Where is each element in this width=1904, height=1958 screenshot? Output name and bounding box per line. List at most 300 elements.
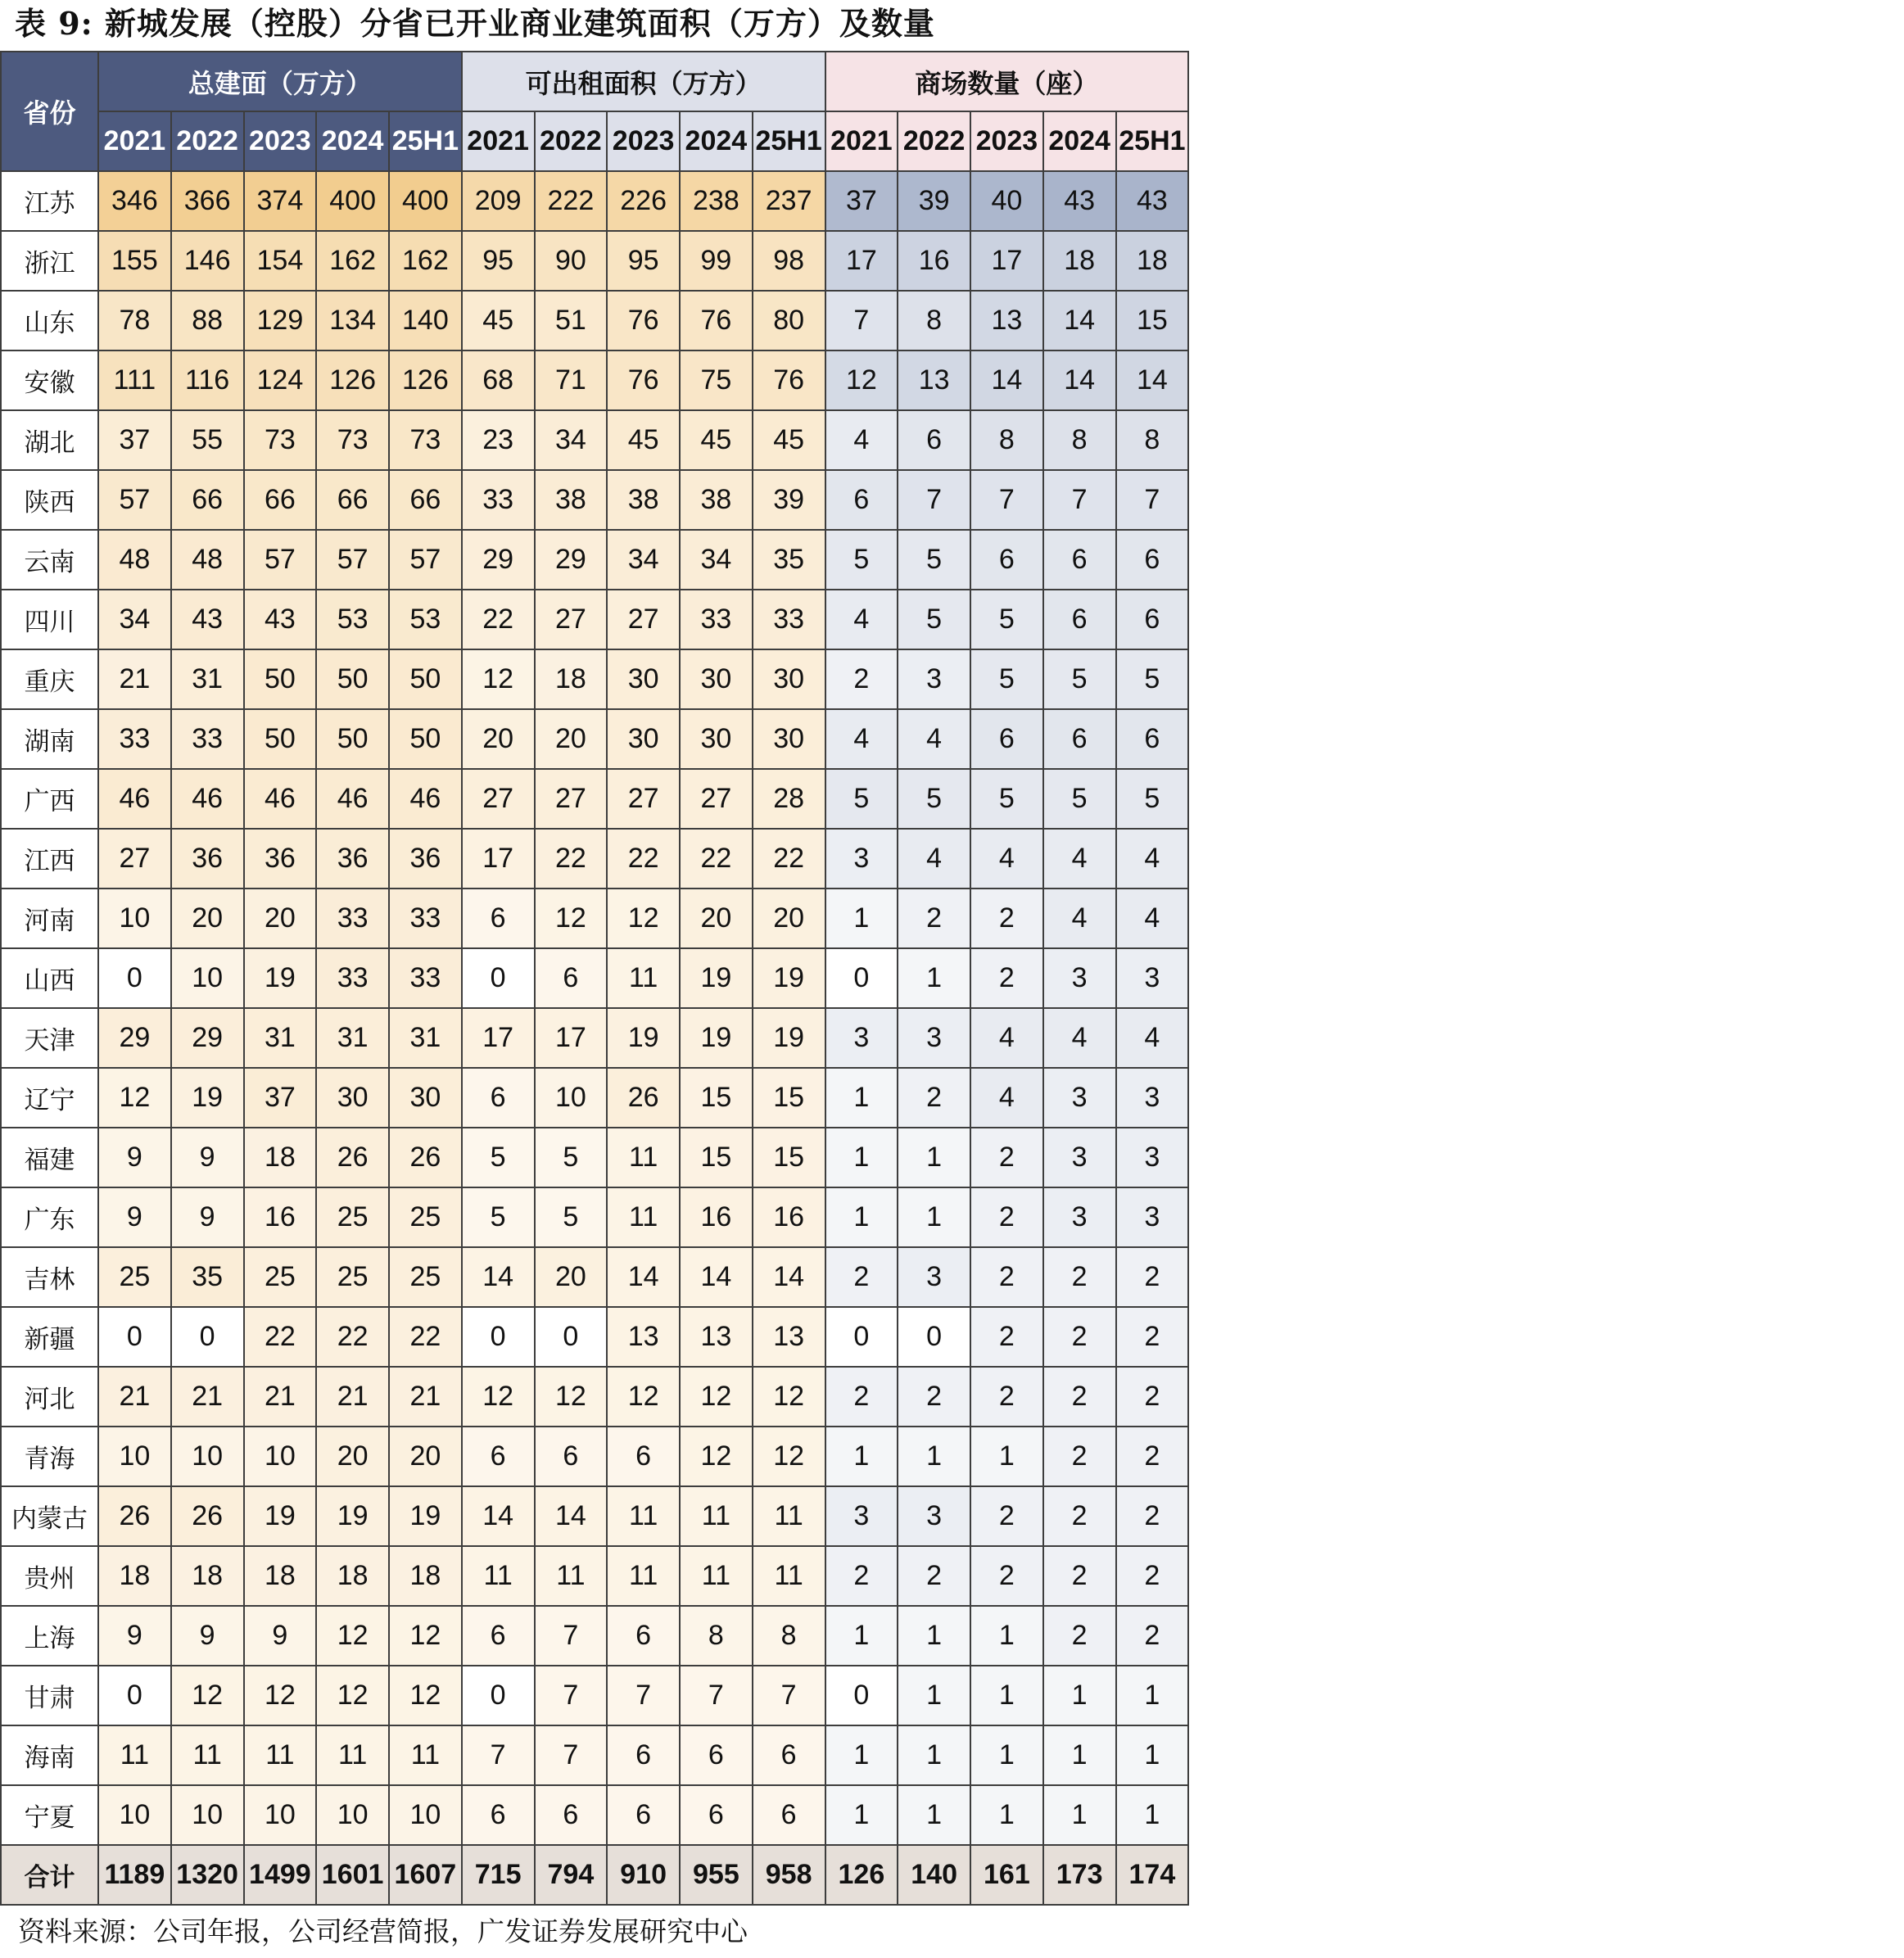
- value-cell-mall-count: 4: [825, 709, 898, 769]
- value-cell-mall-count: 1: [1043, 1725, 1116, 1785]
- value-cell-leasable-area: 7: [680, 1666, 753, 1725]
- value-cell-total-area: 31: [244, 1008, 317, 1068]
- value-cell-total-area: 25: [389, 1247, 462, 1307]
- value-cell-leasable-area: 11: [607, 1128, 680, 1187]
- value-cell-mall-count: 4: [1116, 829, 1189, 889]
- value-cell-mall-count: 14: [970, 350, 1043, 410]
- value-cell-leasable-area: 19: [753, 948, 825, 1008]
- value-cell-mall-count: 5: [970, 769, 1043, 829]
- value-cell-total-area: 10: [98, 1427, 171, 1486]
- province-cell: 贵州: [1, 1546, 98, 1606]
- value-cell-total-area: 116: [171, 350, 244, 410]
- value-cell-leasable-area: 95: [462, 231, 535, 291]
- value-cell-total-area: 34: [98, 590, 171, 649]
- value-cell-mall-count: 1: [1116, 1666, 1189, 1725]
- table-row: [1, 889, 1188, 948]
- value-cell-leasable-area: 0: [462, 948, 535, 1008]
- value-cell-leasable-area: 6: [462, 1068, 535, 1128]
- province-cell: 河南: [1, 889, 98, 948]
- value-cell-mall-count: 1: [825, 1128, 898, 1187]
- value-cell-leasable-area: 17: [462, 829, 535, 889]
- value-cell-leasable-area: 222: [535, 171, 608, 231]
- table-row: [1, 709, 1188, 769]
- value-cell-leasable-area: 12: [753, 1367, 825, 1427]
- value-cell-mall-count: 1: [1043, 1785, 1116, 1845]
- value-cell-total-area: 31: [389, 1008, 462, 1068]
- value-cell-mall-count: 1: [898, 1606, 970, 1666]
- value-cell-leasable-area: 11: [753, 1486, 825, 1546]
- value-cell-total-area: 18: [171, 1546, 244, 1606]
- value-cell-leasable-area: 6: [607, 1725, 680, 1785]
- value-cell-mall-count: 1: [898, 1187, 970, 1247]
- value-cell-total-area: 10: [389, 1785, 462, 1845]
- value-cell-total-area: 50: [389, 649, 462, 709]
- value-cell-leasable-area: 6: [535, 1785, 608, 1845]
- province-cell: 内蒙古: [1, 1486, 98, 1546]
- value-cell-leasable-area: 19: [680, 1008, 753, 1068]
- value-cell-leasable-area: 6: [535, 948, 608, 1008]
- province-cell: 山东: [1, 291, 98, 350]
- total-value-cell-total-area: 1607: [389, 1845, 462, 1905]
- value-cell-total-area: 29: [171, 1008, 244, 1068]
- table-row: [1, 769, 1188, 829]
- value-cell-mall-count: 0: [825, 1307, 898, 1367]
- value-cell-total-area: 9: [98, 1187, 171, 1247]
- value-cell-leasable-area: 13: [607, 1307, 680, 1367]
- total-value-cell-total-area: 1320: [171, 1845, 244, 1905]
- value-cell-mall-count: 3: [898, 1486, 970, 1546]
- value-cell-leasable-area: 7: [462, 1725, 535, 1785]
- province-cell: 陕西: [1, 470, 98, 530]
- value-cell-total-area: 162: [316, 231, 389, 291]
- value-cell-leasable-area: 99: [680, 231, 753, 291]
- value-cell-leasable-area: 38: [607, 470, 680, 530]
- value-cell-leasable-area: 22: [680, 829, 753, 889]
- table-row: [1, 1247, 1188, 1307]
- value-cell-leasable-area: 38: [680, 470, 753, 530]
- value-cell-leasable-area: 30: [680, 709, 753, 769]
- value-cell-leasable-area: 76: [680, 291, 753, 350]
- value-cell-mall-count: 5: [898, 530, 970, 590]
- value-cell-leasable-area: 15: [753, 1068, 825, 1128]
- value-cell-mall-count: 1: [825, 1187, 898, 1247]
- value-cell-leasable-area: 5: [535, 1187, 608, 1247]
- table-row: [1, 1486, 1188, 1546]
- value-cell-total-area: 57: [316, 530, 389, 590]
- value-cell-total-area: 19: [316, 1486, 389, 1546]
- header-year-total-area-4: 2024: [316, 111, 389, 171]
- value-cell-total-area: 33: [316, 948, 389, 1008]
- table-row: [1, 410, 1188, 470]
- value-cell-leasable-area: 12: [462, 1367, 535, 1427]
- value-cell-leasable-area: 30: [753, 709, 825, 769]
- value-cell-total-area: 20: [316, 1427, 389, 1486]
- value-cell-mall-count: 1: [1043, 1666, 1116, 1725]
- value-cell-mall-count: 1: [825, 1785, 898, 1845]
- value-cell-mall-count: 2: [970, 1307, 1043, 1367]
- total-value-cell-mall-count: 140: [898, 1845, 970, 1905]
- value-cell-leasable-area: 29: [535, 530, 608, 590]
- value-cell-leasable-area: 20: [680, 889, 753, 948]
- value-cell-leasable-area: 13: [753, 1307, 825, 1367]
- value-cell-mall-count: 4: [970, 1068, 1043, 1128]
- value-cell-mall-count: 4: [1043, 889, 1116, 948]
- value-cell-leasable-area: 45: [753, 410, 825, 470]
- value-cell-total-area: 0: [98, 1666, 171, 1725]
- province-cell: 江苏: [1, 171, 98, 231]
- value-cell-mall-count: 4: [825, 590, 898, 649]
- value-cell-mall-count: 6: [825, 470, 898, 530]
- value-cell-total-area: 124: [244, 350, 317, 410]
- value-cell-total-area: 18: [389, 1546, 462, 1606]
- value-cell-leasable-area: 27: [535, 769, 608, 829]
- value-cell-total-area: 33: [98, 709, 171, 769]
- value-cell-leasable-area: 23: [462, 410, 535, 470]
- value-cell-total-area: 36: [244, 829, 317, 889]
- value-cell-leasable-area: 34: [535, 410, 608, 470]
- province-cell: 海南: [1, 1725, 98, 1785]
- table-row: [1, 948, 1188, 1008]
- value-cell-total-area: 21: [389, 1367, 462, 1427]
- value-cell-mall-count: 2: [1116, 1367, 1189, 1427]
- value-cell-total-area: 10: [98, 1785, 171, 1845]
- value-cell-total-area: 12: [316, 1666, 389, 1725]
- province-cell: 天津: [1, 1008, 98, 1068]
- value-cell-leasable-area: 12: [680, 1427, 753, 1486]
- value-cell-total-area: 134: [316, 291, 389, 350]
- value-cell-total-area: 36: [171, 829, 244, 889]
- total-label: 合计: [1, 1845, 98, 1905]
- value-cell-total-area: 346: [98, 171, 171, 231]
- value-cell-total-area: 18: [98, 1546, 171, 1606]
- value-cell-mall-count: 2: [1116, 1546, 1189, 1606]
- table-row: [1, 1666, 1188, 1725]
- value-cell-leasable-area: 6: [680, 1785, 753, 1845]
- table-row: [1, 1427, 1188, 1486]
- value-cell-mall-count: 6: [1116, 530, 1189, 590]
- value-cell-mall-count: 2: [970, 1367, 1043, 1427]
- total-value-cell-mall-count: 126: [825, 1845, 898, 1905]
- value-cell-leasable-area: 76: [607, 350, 680, 410]
- value-cell-total-area: 126: [316, 350, 389, 410]
- value-cell-leasable-area: 30: [607, 709, 680, 769]
- value-cell-total-area: 33: [171, 709, 244, 769]
- value-cell-leasable-area: 34: [607, 530, 680, 590]
- value-cell-mall-count: 2: [970, 889, 1043, 948]
- value-cell-total-area: 73: [316, 410, 389, 470]
- value-cell-total-area: 10: [171, 1427, 244, 1486]
- table-row: [1, 1008, 1188, 1068]
- total-value-cell-mall-count: 161: [970, 1845, 1043, 1905]
- value-cell-total-area: 73: [389, 410, 462, 470]
- value-cell-mall-count: 3: [898, 1008, 970, 1068]
- value-cell-mall-count: 5: [825, 769, 898, 829]
- table-row: [1, 530, 1188, 590]
- value-cell-leasable-area: 90: [535, 231, 608, 291]
- value-cell-mall-count: 8: [898, 291, 970, 350]
- value-cell-total-area: 140: [389, 291, 462, 350]
- value-cell-mall-count: 18: [1043, 231, 1116, 291]
- value-cell-total-area: 88: [171, 291, 244, 350]
- value-cell-mall-count: 4: [1043, 829, 1116, 889]
- total-value-cell-leasable-area: 794: [535, 1845, 608, 1905]
- value-cell-mall-count: 1: [970, 1666, 1043, 1725]
- value-cell-leasable-area: 6: [753, 1725, 825, 1785]
- value-cell-leasable-area: 12: [680, 1367, 753, 1427]
- table-row: [1, 1367, 1188, 1427]
- value-cell-total-area: 66: [316, 470, 389, 530]
- value-cell-total-area: 30: [316, 1068, 389, 1128]
- value-cell-leasable-area: 76: [753, 350, 825, 410]
- value-cell-mall-count: 14: [1116, 350, 1189, 410]
- value-cell-mall-count: 16: [898, 231, 970, 291]
- value-cell-total-area: 366: [171, 171, 244, 231]
- value-cell-mall-count: 5: [825, 530, 898, 590]
- province-cell: 宁夏: [1, 1785, 98, 1845]
- value-cell-leasable-area: 27: [680, 769, 753, 829]
- header-year-total-area-2: 2022: [171, 111, 244, 171]
- value-cell-leasable-area: 6: [462, 1427, 535, 1486]
- value-cell-leasable-area: 30: [680, 649, 753, 709]
- value-cell-leasable-area: 12: [462, 649, 535, 709]
- value-cell-leasable-area: 15: [680, 1068, 753, 1128]
- value-cell-leasable-area: 30: [753, 649, 825, 709]
- header-year-leasable-area-4: 2024: [680, 111, 753, 171]
- value-cell-leasable-area: 19: [753, 1008, 825, 1068]
- value-cell-leasable-area: 20: [535, 1247, 608, 1307]
- value-cell-total-area: 46: [389, 769, 462, 829]
- value-cell-mall-count: 37: [825, 171, 898, 231]
- value-cell-total-area: 48: [98, 530, 171, 590]
- value-cell-total-area: 11: [389, 1725, 462, 1785]
- value-cell-mall-count: 3: [1116, 1187, 1189, 1247]
- value-cell-mall-count: 1: [825, 889, 898, 948]
- header-year-leasable-area-2: 2022: [535, 111, 608, 171]
- value-cell-mall-count: 18: [1116, 231, 1189, 291]
- value-cell-mall-count: 1: [898, 1785, 970, 1845]
- value-cell-mall-count: 4: [898, 829, 970, 889]
- value-cell-total-area: 9: [98, 1606, 171, 1666]
- value-cell-leasable-area: 14: [607, 1247, 680, 1307]
- province-cell: 辽宁: [1, 1068, 98, 1128]
- table-row: [1, 829, 1188, 889]
- value-cell-leasable-area: 5: [462, 1187, 535, 1247]
- value-cell-leasable-area: 7: [607, 1666, 680, 1725]
- value-cell-mall-count: 1: [825, 1427, 898, 1486]
- value-cell-leasable-area: 80: [753, 291, 825, 350]
- value-cell-total-area: 11: [171, 1725, 244, 1785]
- value-cell-leasable-area: 6: [462, 1606, 535, 1666]
- value-cell-total-area: 162: [389, 231, 462, 291]
- value-cell-total-area: 10: [171, 948, 244, 1008]
- value-cell-total-area: 26: [98, 1486, 171, 1546]
- value-cell-total-area: 11: [244, 1725, 317, 1785]
- header-group-total-area: 总建面（万方）: [98, 52, 462, 111]
- value-cell-total-area: 19: [389, 1486, 462, 1546]
- value-cell-leasable-area: 22: [607, 829, 680, 889]
- value-cell-leasable-area: 18: [535, 649, 608, 709]
- value-cell-total-area: 55: [171, 410, 244, 470]
- value-cell-total-area: 78: [98, 291, 171, 350]
- header-group-leasable-area: 可出租面积（万方）: [462, 52, 825, 111]
- value-cell-leasable-area: 237: [753, 171, 825, 231]
- value-cell-leasable-area: 11: [607, 1546, 680, 1606]
- value-cell-leasable-area: 6: [607, 1606, 680, 1666]
- value-cell-total-area: 30: [389, 1068, 462, 1128]
- value-cell-leasable-area: 45: [607, 410, 680, 470]
- value-cell-leasable-area: 33: [462, 470, 535, 530]
- value-cell-total-area: 66: [171, 470, 244, 530]
- value-cell-leasable-area: 16: [680, 1187, 753, 1247]
- value-cell-mall-count: 15: [1116, 291, 1189, 350]
- value-cell-leasable-area: 22: [462, 590, 535, 649]
- value-cell-total-area: 9: [171, 1128, 244, 1187]
- value-cell-mall-count: 2: [970, 1486, 1043, 1546]
- value-cell-mall-count: 4: [825, 410, 898, 470]
- value-cell-leasable-area: 238: [680, 171, 753, 231]
- value-cell-total-area: 21: [316, 1367, 389, 1427]
- value-cell-leasable-area: 20: [462, 709, 535, 769]
- value-cell-leasable-area: 34: [680, 530, 753, 590]
- value-cell-mall-count: 2: [1116, 1427, 1189, 1486]
- header-year-total-area-3: 2023: [244, 111, 317, 171]
- header-province: 省份: [1, 52, 98, 171]
- value-cell-total-area: 22: [316, 1307, 389, 1367]
- value-cell-leasable-area: 71: [535, 350, 608, 410]
- value-cell-mall-count: 2: [970, 1128, 1043, 1187]
- province-cell: 湖南: [1, 709, 98, 769]
- value-cell-total-area: 53: [316, 590, 389, 649]
- value-cell-mall-count: 1: [970, 1725, 1043, 1785]
- table-row: [1, 350, 1188, 410]
- table-row: [1, 231, 1188, 291]
- value-cell-leasable-area: 12: [535, 889, 608, 948]
- value-cell-total-area: 37: [244, 1068, 317, 1128]
- value-cell-leasable-area: 6: [462, 889, 535, 948]
- value-cell-leasable-area: 22: [535, 829, 608, 889]
- province-cell: 上海: [1, 1606, 98, 1666]
- value-cell-mall-count: 4: [898, 709, 970, 769]
- value-cell-leasable-area: 39: [753, 470, 825, 530]
- value-cell-mall-count: 7: [970, 470, 1043, 530]
- province-cell: 福建: [1, 1128, 98, 1187]
- value-cell-leasable-area: 33: [680, 590, 753, 649]
- value-cell-mall-count: 3: [1116, 948, 1189, 1008]
- value-cell-total-area: 16: [244, 1187, 317, 1247]
- value-cell-total-area: 21: [171, 1367, 244, 1427]
- value-cell-mall-count: 6: [1043, 590, 1116, 649]
- value-cell-leasable-area: 7: [535, 1725, 608, 1785]
- value-cell-leasable-area: 11: [535, 1546, 608, 1606]
- value-cell-total-area: 31: [316, 1008, 389, 1068]
- value-cell-leasable-area: 98: [753, 231, 825, 291]
- value-cell-total-area: 25: [389, 1187, 462, 1247]
- value-cell-leasable-area: 6: [753, 1785, 825, 1845]
- value-cell-leasable-area: 6: [680, 1725, 753, 1785]
- value-cell-total-area: 21: [98, 649, 171, 709]
- value-cell-total-area: 11: [316, 1725, 389, 1785]
- value-cell-leasable-area: 15: [753, 1128, 825, 1187]
- total-value-cell-mall-count: 173: [1043, 1845, 1116, 1905]
- value-cell-total-area: 29: [98, 1008, 171, 1068]
- value-cell-mall-count: 6: [970, 709, 1043, 769]
- table-row: [1, 1307, 1188, 1367]
- value-cell-mall-count: 2: [970, 1546, 1043, 1606]
- value-cell-mall-count: 0: [898, 1307, 970, 1367]
- table-body: [1, 171, 1188, 1905]
- value-cell-total-area: 46: [244, 769, 317, 829]
- value-cell-mall-count: 2: [825, 1546, 898, 1606]
- header-year-total-area-5: 25H1: [389, 111, 462, 171]
- value-cell-mall-count: 1: [970, 1785, 1043, 1845]
- total-value-cell-total-area: 1189: [98, 1845, 171, 1905]
- value-cell-mall-count: 43: [1116, 171, 1189, 231]
- value-cell-leasable-area: 13: [680, 1307, 753, 1367]
- value-cell-mall-count: 2: [1116, 1606, 1189, 1666]
- value-cell-total-area: 22: [244, 1307, 317, 1367]
- value-cell-mall-count: 2: [898, 889, 970, 948]
- value-cell-mall-count: 17: [825, 231, 898, 291]
- value-cell-mall-count: 7: [1043, 470, 1116, 530]
- table-row: [1, 590, 1188, 649]
- total-value-cell-leasable-area: 958: [753, 1845, 825, 1905]
- value-cell-total-area: 10: [98, 889, 171, 948]
- value-cell-mall-count: 2: [1043, 1247, 1116, 1307]
- value-cell-mall-count: 2: [898, 1068, 970, 1128]
- value-cell-mall-count: 8: [1116, 410, 1189, 470]
- value-cell-mall-count: 2: [1043, 1606, 1116, 1666]
- province-cell: 江西: [1, 829, 98, 889]
- value-cell-leasable-area: 14: [680, 1247, 753, 1307]
- value-cell-total-area: 50: [316, 709, 389, 769]
- value-cell-leasable-area: 11: [680, 1546, 753, 1606]
- header-year-leasable-area-5: 25H1: [753, 111, 825, 171]
- value-cell-mall-count: 3: [1043, 1128, 1116, 1187]
- value-cell-mall-count: 5: [1043, 649, 1116, 709]
- province-cell: 重庆: [1, 649, 98, 709]
- value-cell-total-area: 155: [98, 231, 171, 291]
- value-cell-mall-count: 2: [1043, 1546, 1116, 1606]
- value-cell-mall-count: 2: [825, 649, 898, 709]
- value-cell-mall-count: 2: [970, 1247, 1043, 1307]
- value-cell-leasable-area: 38: [535, 470, 608, 530]
- province-cell: 河北: [1, 1367, 98, 1427]
- table-row: [1, 1785, 1188, 1845]
- value-cell-leasable-area: 17: [535, 1008, 608, 1068]
- value-cell-mall-count: 12: [825, 350, 898, 410]
- value-cell-total-area: 0: [171, 1307, 244, 1367]
- value-cell-mall-count: 2: [1116, 1486, 1189, 1546]
- header-year-mall-count-5: 25H1: [1116, 111, 1189, 171]
- value-cell-total-area: 25: [98, 1247, 171, 1307]
- value-cell-total-area: 10: [244, 1785, 317, 1845]
- value-cell-total-area: 146: [171, 231, 244, 291]
- value-cell-total-area: 25: [316, 1247, 389, 1307]
- value-cell-leasable-area: 45: [680, 410, 753, 470]
- value-cell-total-area: 111: [98, 350, 171, 410]
- value-cell-mall-count: 2: [898, 1367, 970, 1427]
- value-cell-mall-count: 4: [970, 1008, 1043, 1068]
- value-cell-leasable-area: 68: [462, 350, 535, 410]
- value-cell-leasable-area: 95: [607, 231, 680, 291]
- table-row: [1, 1606, 1188, 1666]
- value-cell-leasable-area: 27: [462, 769, 535, 829]
- value-cell-leasable-area: 29: [462, 530, 535, 590]
- value-cell-mall-count: 2: [825, 1247, 898, 1307]
- value-cell-total-area: 26: [171, 1486, 244, 1546]
- value-cell-mall-count: 1: [1116, 1785, 1189, 1845]
- value-cell-mall-count: 1: [970, 1606, 1043, 1666]
